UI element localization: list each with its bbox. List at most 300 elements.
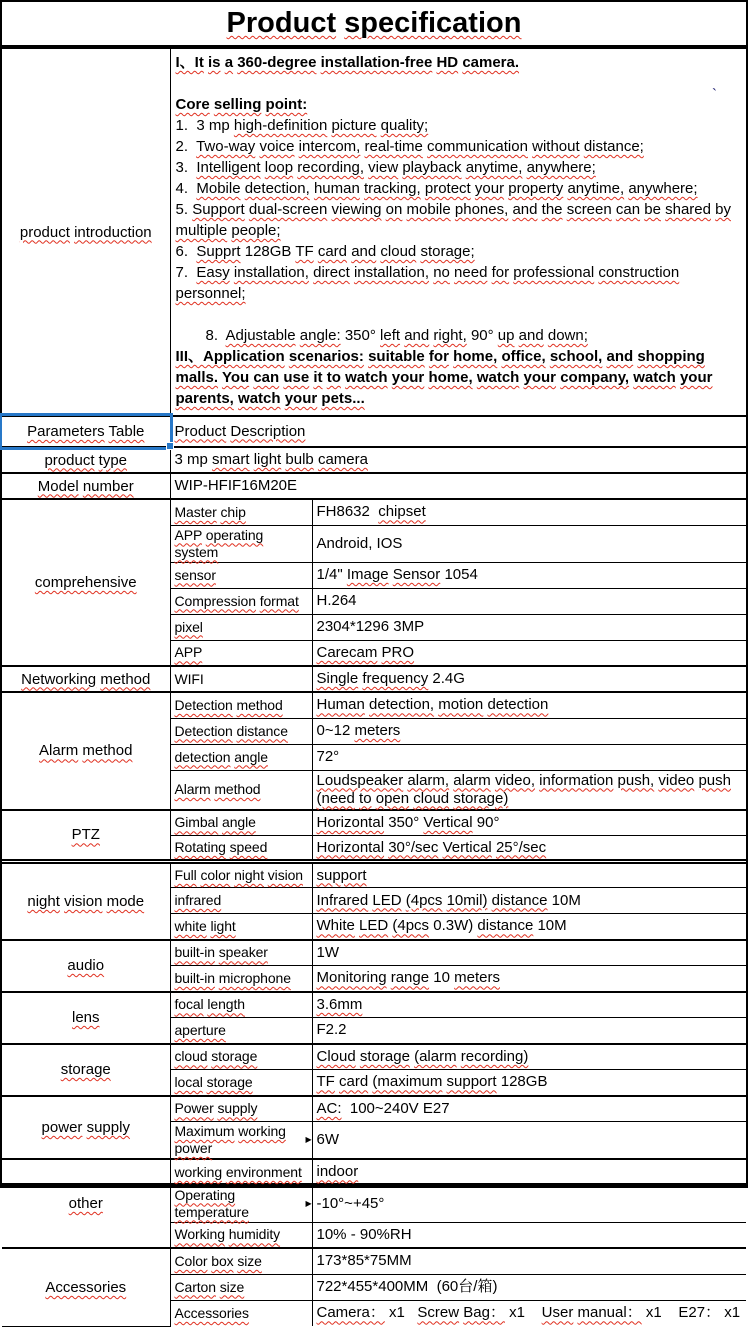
cell-value-pixel[interactable] <box>312 614 746 640</box>
text-token: E27： <box>678 1304 721 1322</box>
intro-line <box>176 136 742 157</box>
text-token: your <box>679 369 713 386</box>
text-token: Model <box>37 477 79 495</box>
text-token: scenarios: <box>288 348 364 365</box>
text-token: your <box>523 369 557 386</box>
text-token: storage; <box>420 243 475 260</box>
cell-value-built-in-microphone[interactable] <box>312 966 746 992</box>
cell-value-full-color-night-vision[interactable] <box>312 862 746 888</box>
cell-key-app[interactable] <box>170 640 312 666</box>
text-token: school, <box>549 348 603 365</box>
text-token: 90%RH <box>359 1225 412 1243</box>
text-token: LED <box>372 891 402 909</box>
text-token: installation, <box>353 264 430 281</box>
text-token: screen <box>566 201 612 218</box>
text-token: Gimbal <box>174 814 219 831</box>
text-token: selling <box>213 96 262 113</box>
cell-value-detection-distance[interactable] <box>312 718 746 744</box>
cell-key-working-humidity[interactable] <box>170 1222 312 1248</box>
text-token: humidity <box>228 1226 281 1243</box>
text-token: method <box>214 781 261 797</box>
text-token: phones, <box>454 201 509 218</box>
text-token: distance; <box>583 138 644 155</box>
text-token: 128GB <box>244 243 292 260</box>
text-token: vision <box>267 867 303 883</box>
text-token: watch <box>345 369 388 386</box>
text-token: sensor <box>174 566 216 583</box>
text-token: 3 <box>174 451 183 468</box>
cell-value-sensor[interactable] <box>312 562 746 588</box>
intro-line <box>176 304 742 325</box>
overflow-arrow-icon: ▶ <box>305 1198 312 1208</box>
text-token: 350° <box>388 813 420 831</box>
cell-key-operating-temperature[interactable] <box>170 1185 312 1222</box>
text-token: x1 <box>645 1304 662 1322</box>
text-token: pixel <box>174 618 203 635</box>
text-token: Camera： <box>316 1304 385 1322</box>
text-token: temperature <box>174 1203 249 1220</box>
cell-key-carton-size[interactable] <box>170 1274 312 1300</box>
intro-line <box>176 178 742 199</box>
text-token: protect <box>424 180 471 197</box>
text-token: box <box>211 1252 234 1269</box>
text-token: mobile <box>406 201 451 218</box>
cell-value-detection-angle[interactable] <box>312 744 746 770</box>
cell-value-rotating-speed[interactable] <box>312 836 746 862</box>
text-token: supply <box>217 1100 258 1117</box>
cell-key-full-color-night-vision[interactable] <box>170 862 312 888</box>
cell-key-local-storage[interactable] <box>170 1070 312 1096</box>
text-token: is <box>208 54 221 71</box>
text-token: specification <box>344 7 522 39</box>
text-token: 30°/sec <box>388 838 439 856</box>
text-token: (need <box>316 789 355 807</box>
text-token: - <box>350 1225 356 1243</box>
cell-label-model-number[interactable] <box>2 473 170 499</box>
text-token: Compression <box>174 592 256 609</box>
text-token: IOS <box>376 534 403 552</box>
text-token: video <box>658 771 695 789</box>
text-token: meters <box>354 722 401 739</box>
cell-key-infrared[interactable] <box>170 888 312 914</box>
cell-value-detection-method[interactable] <box>312 692 746 718</box>
text-token: parents, <box>175 390 234 407</box>
text-token: push <box>698 771 731 789</box>
text-token: 5. <box>175 201 189 218</box>
text-token: and <box>351 243 377 260</box>
cell-key-wifi[interactable] <box>170 666 312 692</box>
text-token: range <box>390 969 430 987</box>
cell-key-working-environment[interactable] <box>170 1159 312 1185</box>
cell-value-operating-temperature[interactable] <box>312 1185 746 1222</box>
text-token: x1 <box>389 1304 405 1322</box>
text-token: infrared <box>174 892 222 908</box>
text-token: malls. <box>175 369 219 386</box>
cell-key-gimbal-angle[interactable] <box>170 810 312 836</box>
cell-label-night-vision-mode[interactable] <box>2 862 170 940</box>
text-token: audio <box>67 957 105 974</box>
cell-label-storage[interactable] <box>2 1044 170 1096</box>
text-token: shopping <box>637 348 705 365</box>
text-token: company, <box>560 369 630 386</box>
cell-key-aperture[interactable] <box>170 1018 312 1044</box>
text-token: without <box>532 138 580 155</box>
cell-key-alarm-method[interactable] <box>170 770 312 810</box>
text-token: Master <box>174 503 217 520</box>
text-token: picture <box>331 117 377 134</box>
text-token: people; <box>231 222 281 239</box>
text-token: 2304*1296 <box>316 618 390 635</box>
text-token: communication <box>427 138 528 155</box>
text-token: angle <box>222 814 256 831</box>
text-token: Carecam <box>316 643 378 661</box>
text-token: speed <box>229 839 268 855</box>
text-token: white <box>174 917 207 934</box>
sheet-title-cell[interactable] <box>2 2 746 47</box>
text-token: your <box>474 180 505 197</box>
text-token: 10% <box>316 1225 347 1243</box>
text-token: 0.3W) <box>433 917 474 935</box>
text-token: other <box>68 1195 103 1212</box>
text-token: F2.2 <box>316 1021 347 1039</box>
text-token: color <box>200 867 231 883</box>
text-token: indoor <box>316 1163 359 1181</box>
text-token: anywhere; <box>526 159 596 176</box>
cell-key-built-in-speaker[interactable] <box>170 940 312 966</box>
text-token: installation-free <box>320 54 433 71</box>
spec-table <box>2 47 746 1327</box>
text-token: system <box>174 543 219 560</box>
text-token: number <box>82 477 134 495</box>
cell-value-local-storage[interactable] <box>312 1070 746 1096</box>
text-token: home, <box>428 369 473 386</box>
text-token: built-in <box>174 969 215 986</box>
text-token: card <box>317 243 348 260</box>
text-token: 90° <box>476 813 500 831</box>
cell-key-built-in-microphone[interactable] <box>170 966 312 992</box>
text-token: Product <box>174 422 227 440</box>
text-token: Detection <box>174 696 233 713</box>
cell-value-product-type[interactable] <box>170 447 746 473</box>
text-token: -10°~+45° <box>316 1194 385 1212</box>
text-token: 7. <box>175 264 189 281</box>
text-token: the <box>541 201 563 218</box>
text-token: Operating <box>174 1186 236 1203</box>
cell-label-audio[interactable] <box>2 940 170 992</box>
cell-key-detection-distance[interactable] <box>170 718 312 744</box>
text-token: light <box>210 917 236 934</box>
text-token: storage <box>206 1073 253 1090</box>
cell-value-model-number[interactable] <box>170 473 746 499</box>
text-token: introduction <box>74 223 152 241</box>
cell-key-power-supply[interactable] <box>170 1096 312 1122</box>
cell-key-compression-format[interactable] <box>170 588 312 614</box>
cell-key-master-chip[interactable] <box>170 499 312 525</box>
text-token: Easy <box>196 264 230 281</box>
text-token: construction <box>598 264 680 281</box>
text-token: PRO <box>381 643 415 661</box>
cell-value-aperture[interactable] <box>312 1018 746 1044</box>
text-token: Image <box>346 566 389 583</box>
text-token: installation, <box>233 264 309 281</box>
text-token: local <box>174 1073 203 1090</box>
text-token: WIP-HFIF16M20E <box>174 477 298 494</box>
cell-key-pixel[interactable] <box>170 614 312 640</box>
text-token: information <box>539 771 614 789</box>
cell-key-white-light[interactable] <box>170 914 312 940</box>
text-token: for <box>491 264 510 281</box>
text-token: HD <box>436 54 459 71</box>
cell-value-power-supply[interactable] <box>312 1096 746 1122</box>
text-token: suitable <box>368 348 425 365</box>
text-token: 4. <box>175 180 189 197</box>
text-token: tracking, <box>363 180 421 197</box>
text-token: focal <box>174 996 204 1013</box>
cell-value-master-chip[interactable] <box>312 499 746 525</box>
text-token: 10M <box>551 891 581 909</box>
text-token: playback <box>402 159 462 176</box>
cell-value-compression-format[interactable] <box>312 588 746 614</box>
cell-label-product-type[interactable] <box>2 447 170 473</box>
text-token: 8. <box>205 327 219 344</box>
cell-value-color-box-size[interactable] <box>312 1248 746 1274</box>
text-token: Vertical <box>442 838 492 856</box>
text-token: Screw <box>417 1304 460 1322</box>
cell-label-product-introduction[interactable] <box>2 48 170 416</box>
text-token: (alarm <box>414 1047 457 1065</box>
text-token: APP <box>174 526 202 543</box>
cell-value-white-light[interactable] <box>312 914 746 940</box>
cell-key-detection-method[interactable] <box>170 692 312 718</box>
text-token: it <box>313 369 323 386</box>
text-token: video, <box>494 771 535 789</box>
text-token: Alarm <box>39 742 79 760</box>
text-token: You <box>221 369 250 386</box>
text-token: built-in <box>174 944 215 961</box>
intro-line <box>176 262 742 304</box>
cell-value-focal-length[interactable] <box>312 992 746 1018</box>
page-title <box>227 7 522 39</box>
cell-product-introduction-text[interactable] <box>170 48 746 416</box>
cell-key-detection-angle[interactable] <box>170 744 312 770</box>
text-token: Infrared <box>316 891 369 909</box>
text-token: 1054 <box>444 566 478 583</box>
text-token: light <box>253 451 282 468</box>
text-token: Loudspeaker <box>316 771 404 789</box>
text-token: your <box>391 369 425 386</box>
text-token: H.264 <box>316 592 357 609</box>
text-token: open <box>375 789 410 807</box>
text-token: Sensor <box>392 566 441 583</box>
text-token: Human <box>316 696 365 714</box>
spec-table-body <box>2 48 746 1326</box>
text-token: working <box>238 1123 286 1139</box>
cell-value-infrared[interactable] <box>312 888 746 914</box>
text-token: quality; <box>380 117 429 134</box>
text-token: manual： <box>577 1304 642 1322</box>
text-token: Maximum <box>174 1123 235 1139</box>
text-token: and <box>606 348 634 365</box>
text-token: storage <box>211 1048 258 1065</box>
text-token: distance <box>236 722 288 739</box>
text-token: 722*455*400MM <box>316 1278 429 1295</box>
text-token: smart <box>212 451 250 468</box>
cell-value-gimbal-angle[interactable] <box>312 810 746 836</box>
text-token: supply <box>86 1118 130 1136</box>
text-token: Table <box>108 423 145 440</box>
text-token: Parameters <box>27 423 105 440</box>
text-token: down; <box>547 327 588 344</box>
text-token: chipset <box>378 503 426 521</box>
text-token: meters <box>454 969 500 987</box>
text-token: power <box>41 1118 83 1136</box>
text-token: x1 <box>724 1304 741 1322</box>
text-token: x1 <box>509 1304 525 1322</box>
text-token: right, <box>433 327 467 344</box>
text-token: by <box>715 201 731 218</box>
text-token: method <box>82 742 133 760</box>
text-token: Accessories <box>174 1304 249 1321</box>
intro-line <box>176 325 742 346</box>
text-token: 2.4G <box>432 670 465 687</box>
cell-label-lens[interactable] <box>2 992 170 1044</box>
cell-value-parameters-table[interactable] <box>170 416 746 447</box>
text-token: AC: <box>316 1099 342 1117</box>
text-token: Rotating <box>174 839 226 855</box>
text-token: Monitoring <box>316 969 387 987</box>
text-token: for <box>428 348 449 365</box>
cell-label-ptz[interactable] <box>2 810 170 862</box>
cell-key-sensor[interactable] <box>170 562 312 588</box>
cell-value-working-humidity[interactable] <box>312 1222 746 1248</box>
text-token: 100~240V <box>349 1099 419 1117</box>
text-token: and <box>404 327 430 344</box>
cell-label-comprehensive[interactable] <box>2 499 170 666</box>
text-token: White <box>316 917 355 935</box>
cell-key-color-box-size[interactable] <box>170 1248 312 1274</box>
text-token: left <box>380 327 401 344</box>
text-token: Horizontal <box>316 813 385 831</box>
text-token: 6. <box>175 243 189 260</box>
text-token: working <box>174 1163 223 1180</box>
cell-label-accessories[interactable] <box>2 1248 170 1326</box>
text-token: detection <box>174 748 231 765</box>
text-token: 128GB <box>500 1073 548 1091</box>
cell-value-working-environment[interactable] <box>312 1159 746 1185</box>
text-token: power <box>174 1140 213 1156</box>
text-token: 0~12 <box>316 722 351 739</box>
cell-key-focal-length[interactable] <box>170 992 312 1018</box>
text-token: FH8632 <box>316 503 370 521</box>
text-token: alarm <box>453 771 491 789</box>
text-token: point: <box>265 96 308 113</box>
text-token: your <box>284 390 318 407</box>
text-token: User <box>541 1304 574 1322</box>
cell-key-rotating-speed[interactable] <box>170 836 312 862</box>
text-token: Support <box>192 201 245 218</box>
cell-label-networking-method[interactable] <box>2 666 170 692</box>
cell-key-cloud-storage[interactable] <box>170 1044 312 1070</box>
text-token: Supprt <box>196 243 241 260</box>
text-token: bulb <box>285 451 314 468</box>
text-token: cloud <box>380 243 417 260</box>
cell-label-other[interactable] <box>2 1159 170 1248</box>
text-token: I、It <box>175 54 204 71</box>
text-token: lens <box>71 1009 100 1026</box>
text-token: support <box>316 866 367 884</box>
text-token: APP <box>174 644 203 661</box>
cell-label-parameters-table[interactable] <box>2 416 170 447</box>
text-token: Networking <box>21 670 97 688</box>
intro-line <box>176 199 742 241</box>
intro-line <box>176 241 742 262</box>
cell-value-built-in-speaker[interactable] <box>312 940 746 966</box>
text-token: view <box>368 159 399 176</box>
text-token: method <box>100 670 151 688</box>
text-token: storage <box>60 1061 111 1078</box>
text-token: PTZ <box>71 826 100 844</box>
text-token: E27 <box>422 1099 450 1117</box>
text-token: method <box>236 696 283 713</box>
text-token: multiple <box>175 222 228 239</box>
cell-key-maximum-working-power[interactable] <box>170 1122 312 1160</box>
text-token: chip <box>220 503 246 520</box>
text-token: real-time <box>364 138 423 155</box>
text-token: use <box>283 369 310 386</box>
cell-value-maximum-working-power[interactable] <box>312 1122 746 1160</box>
text-token: night <box>27 892 60 910</box>
cell-value-app[interactable] <box>312 640 746 666</box>
text-token: office, <box>501 348 546 365</box>
text-token: direct <box>313 264 350 281</box>
text-token: Working <box>174 1226 225 1243</box>
text-token: (4pcs <box>405 891 443 909</box>
cell-label-power-supply[interactable] <box>2 1096 170 1160</box>
text-token: anywhere; <box>628 180 698 197</box>
cell-value-carton-size[interactable] <box>312 1274 746 1300</box>
text-token: 1W <box>316 943 339 961</box>
text-token: no <box>433 264 450 281</box>
cell-value-alarm-method[interactable] <box>312 770 746 810</box>
text-token: home, <box>453 348 498 365</box>
text-token: distance <box>477 917 534 935</box>
text-token: length <box>207 996 245 1013</box>
cell-value-wifi[interactable] <box>312 666 746 692</box>
text-token: need <box>454 264 488 281</box>
text-token: frequency <box>362 670 429 687</box>
text-token: professional <box>513 264 595 281</box>
text-token: to <box>359 789 372 807</box>
text-token: high-definition <box>233 117 328 134</box>
cell-value-app-operating-system[interactable] <box>312 525 746 562</box>
cell-value-accessories[interactable] <box>312 1300 746 1326</box>
text-token: mp <box>208 117 230 134</box>
text-token: speaker <box>218 944 268 961</box>
cell-key-app-operating-system[interactable] <box>170 525 312 562</box>
text-token: 173*85*75MM <box>316 1252 412 1270</box>
text-token: comprehensive <box>34 574 137 591</box>
cell-key-accessories[interactable] <box>170 1300 312 1326</box>
cell-value-cloud-storage[interactable] <box>312 1044 746 1070</box>
text-token: cloud <box>174 1048 208 1065</box>
text-token: Detection <box>174 722 233 739</box>
text-token: can <box>615 201 641 218</box>
text-token: detection <box>487 696 549 714</box>
cell-label-alarm-method[interactable] <box>2 692 170 810</box>
text-token: Adjustable <box>225 327 296 344</box>
text-token: anytime, <box>567 180 625 197</box>
text-token: anytime, <box>465 159 523 176</box>
